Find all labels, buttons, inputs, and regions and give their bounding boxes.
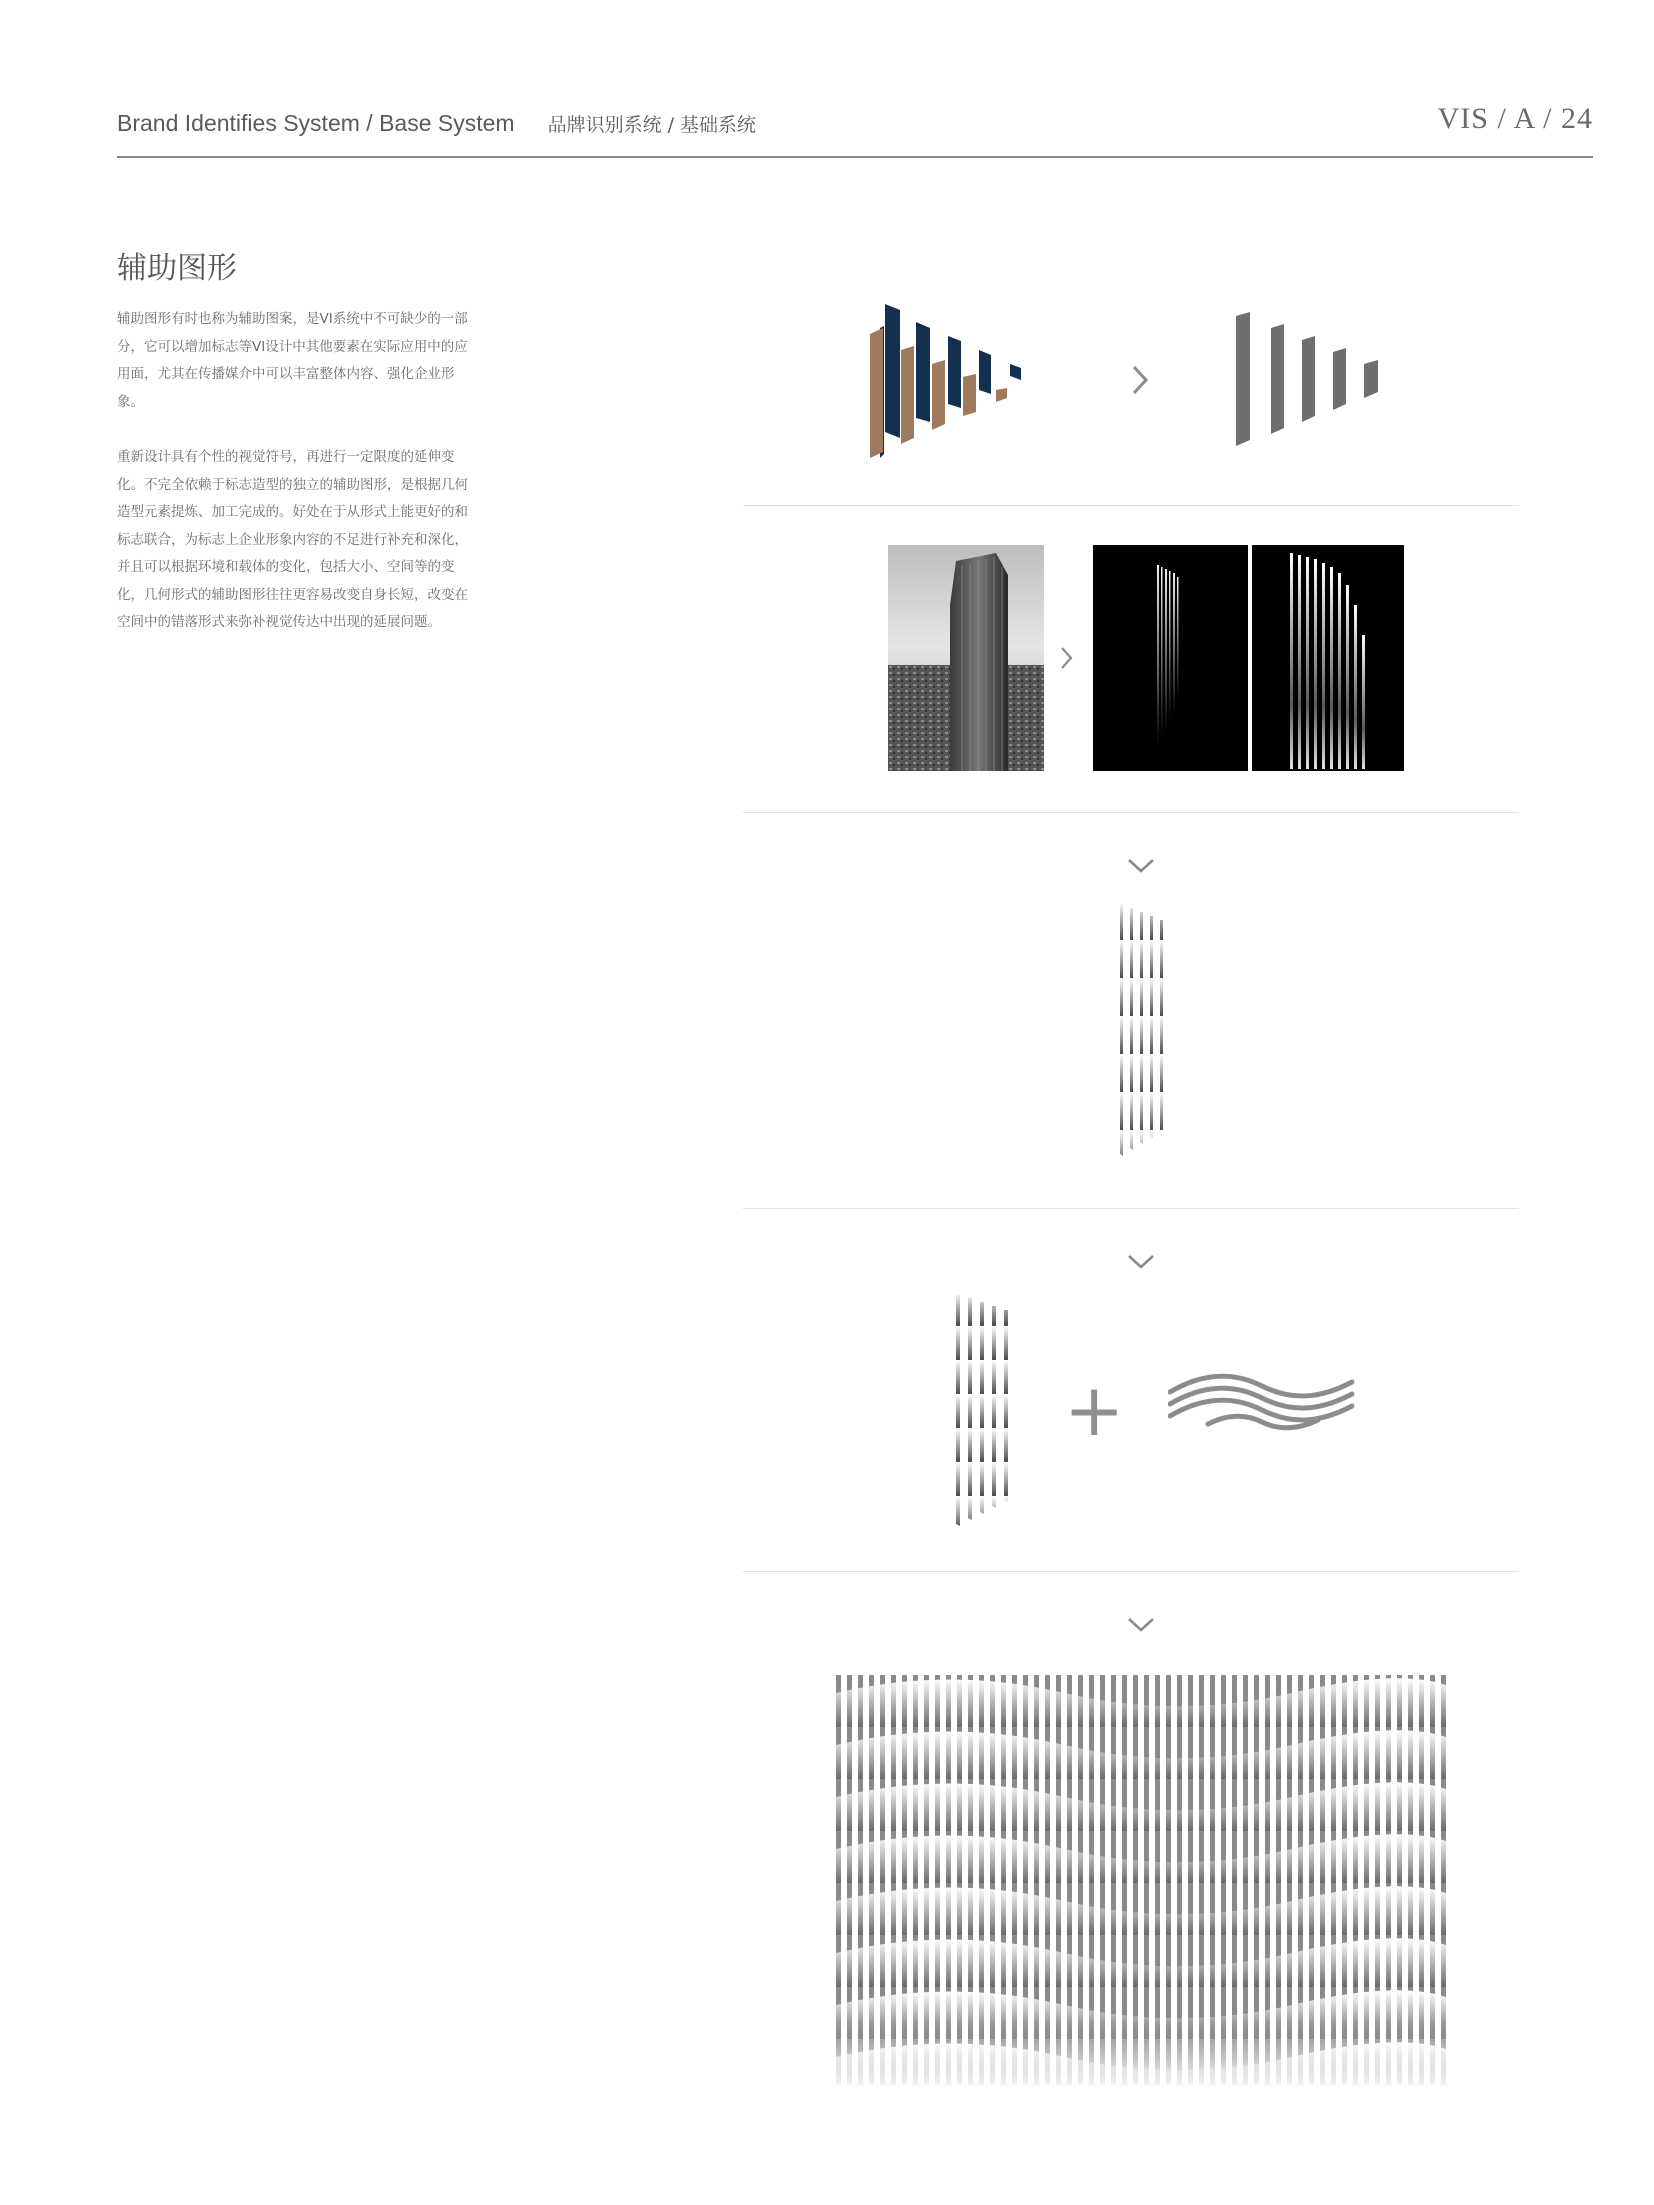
chevron-down-icon xyxy=(1126,1615,1156,1635)
combined-pattern-graphic xyxy=(836,1675,1446,2085)
striped-column-graphic-small xyxy=(954,1292,1018,1528)
section-divider-3 xyxy=(743,1208,1519,1209)
building-photo xyxy=(888,545,1044,771)
header-title xyxy=(117,110,756,137)
page-number: VIS / A / 24 xyxy=(1437,102,1593,135)
striped-column-graphic xyxy=(1118,902,1172,1158)
header-title-cn: 品牌识别系统 / 基础系统 xyxy=(547,114,757,136)
section-title: 辅助图形 xyxy=(117,251,237,286)
description-paragraph-2: 重新设计具有个性的视觉符号，再进行一定限度的延伸变化。不完全依赖于标志造型的独立的辅助图形，是根据几何造型元素提炼、加工完成的。好处在于从形式上能更好的和标志联合，为标志上企业形象内容的不足进行补充和深化，并且可以根据环境和载体的变化，包括大小、空间等的变化，几何形式的辅助图形往往更容易改变自身长短，改变在空间中的错落形式来弥补视觉传达中出现的延展问题。 xyxy=(117,449,468,630)
section-divider-2 xyxy=(743,812,1519,813)
building-light-bars-panel-2 xyxy=(1252,545,1404,771)
chevron-right-icon xyxy=(1058,646,1076,670)
building-light-bars-panel-1 xyxy=(1093,545,1248,771)
header-title-en: Brand Identifies System / Base System xyxy=(117,110,515,136)
logo-bars-graphic xyxy=(870,298,1050,460)
chevron-right-icon xyxy=(1128,364,1154,396)
wave-lines-graphic xyxy=(1168,1368,1356,1434)
header-divider xyxy=(117,156,1593,158)
chevron-down-icon xyxy=(1126,856,1156,876)
description-paragraph-1: 辅助图形有时也称为辅助图案，是VI系统中不可缺少的一部分，它可以增加标志等VI设计中其他要素在实际应用中的应用面，尤其在传播媒介中可以丰富整体内容、强化企业形象。 xyxy=(117,311,468,410)
section-divider-4 xyxy=(743,1571,1519,1572)
plus-icon: + xyxy=(1064,1368,1125,1452)
section-divider-1 xyxy=(743,505,1519,506)
chevron-down-icon xyxy=(1126,1252,1156,1272)
gray-bars-graphic xyxy=(1236,312,1386,448)
